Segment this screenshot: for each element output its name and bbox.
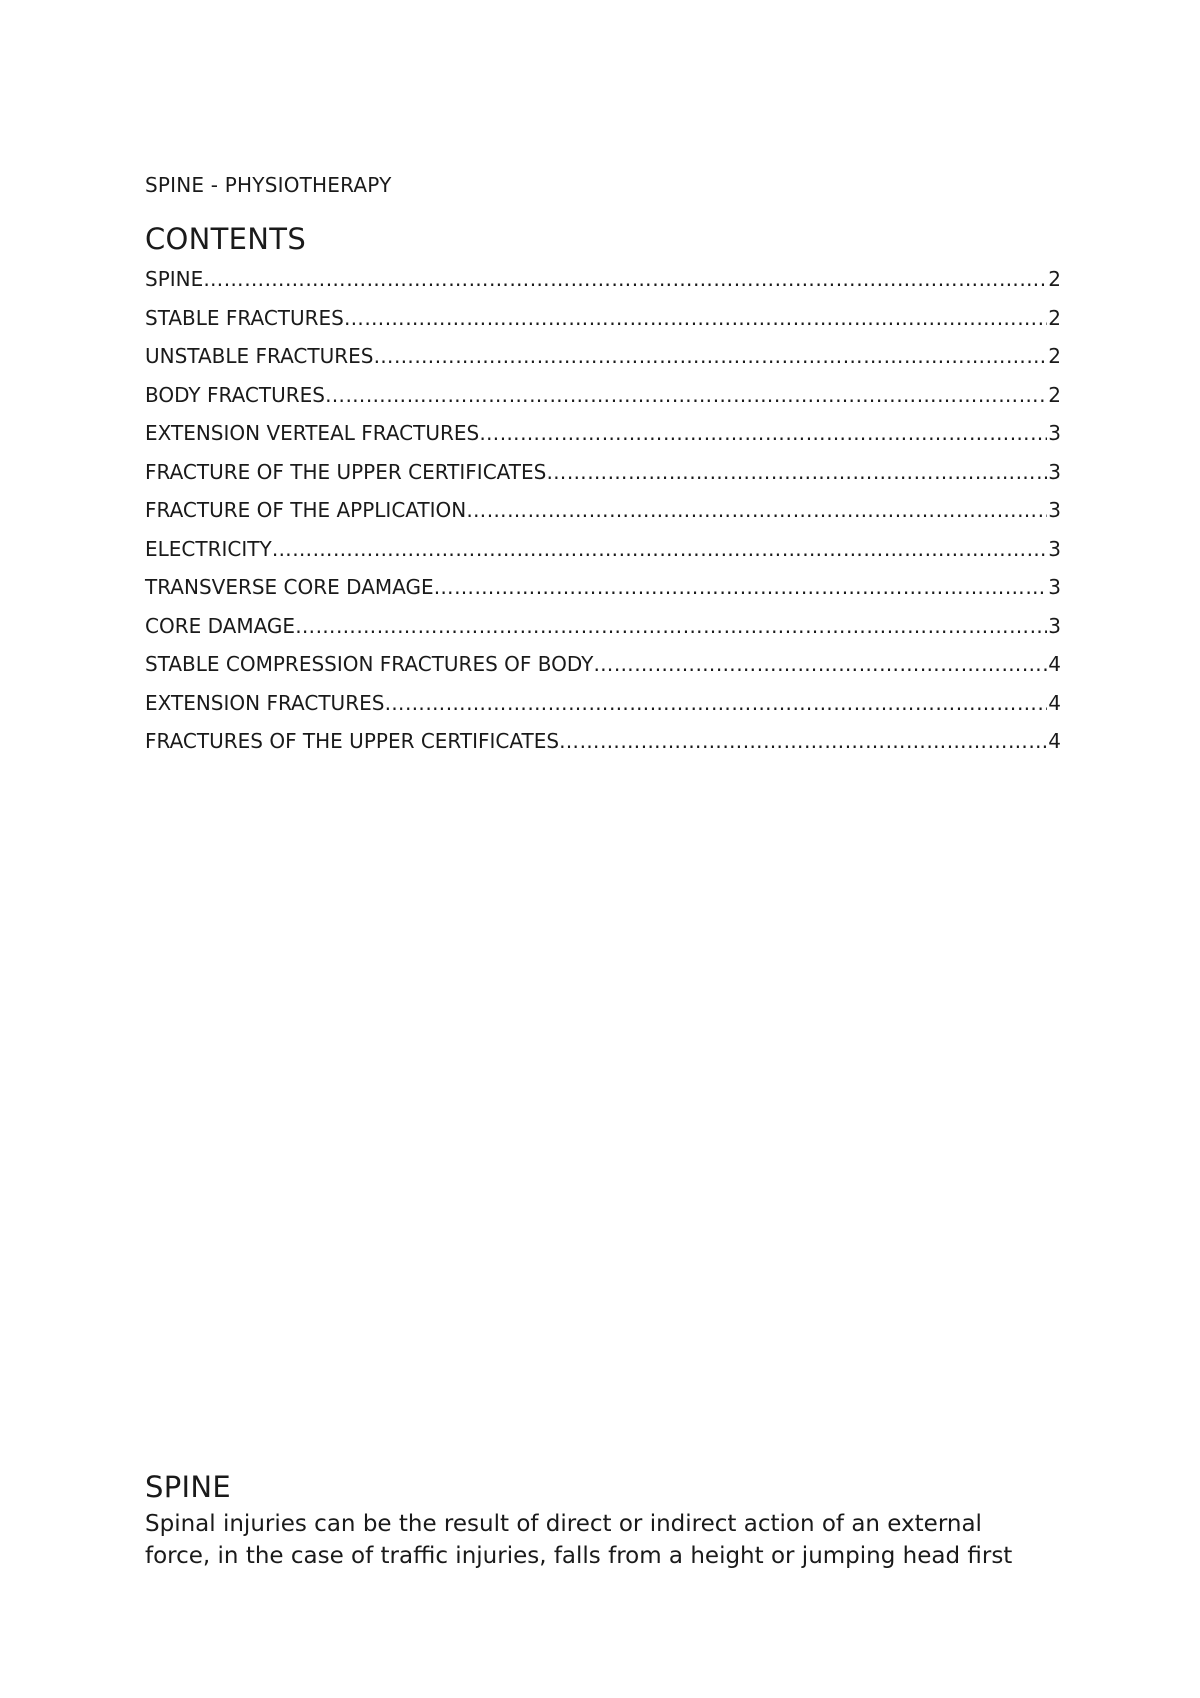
section-body-line: force, in the case of traffic injuries, falls from a height or jumping head first [145,1543,1013,1569]
toc-entry[interactable] [145,534,1061,573]
toc-entry-page: 4 [1048,690,1061,715]
toc-dot-leader [559,726,1047,756]
toc-entry[interactable] [145,380,1061,419]
toc-entry-page: 3 [1048,536,1061,561]
toc-entry[interactable] [145,649,1061,688]
toc-entry-page: 4 [1048,729,1061,753]
toc-dot-leader [593,649,1047,679]
toc-dot-leader [434,572,1048,602]
toc-entry[interactable] [145,264,1061,303]
toc-entry-page: 3 [1048,459,1061,484]
toc-dot-leader [272,534,1048,564]
toc-entry-label: EXTENSION FRACTURES [145,690,385,715]
toc-entry-page: 2 [1048,305,1061,330]
toc-entry[interactable] [145,418,1061,457]
toc-entry-label: SPINE [145,267,204,291]
toc-entry[interactable] [145,495,1061,534]
section-heading: SPINE [145,1470,231,1504]
toc-entry-page: 3 [1048,421,1061,445]
toc-dot-leader [344,303,1047,333]
toc-entry[interactable] [145,726,1061,765]
toc-dot-leader [384,688,1047,718]
document-title: SPINE - PHYSIOTHERAPY [145,173,392,197]
toc-entry[interactable] [145,572,1061,611]
toc-entry-page: 2 [1048,382,1061,407]
toc-entry-label: FRACTURE OF THE UPPER CERTIFICATES [145,459,547,484]
toc-heading: CONTENTS [145,222,307,256]
toc-entry-label: STABLE FRACTURES [145,305,344,330]
toc-entry-label: TRANSVERSE CORE DAMAGE [145,575,434,599]
section-body-line: Spinal injuries can be the result of direct or indirect action of an external [145,1511,982,1537]
toc-entry[interactable] [145,688,1061,727]
toc-entry[interactable] [145,341,1061,380]
toc-dot-leader [203,264,1047,294]
toc-entry-label: FRACTURES OF THE UPPER CERTIFICATES [145,729,560,753]
toc-entry-label: FRACTURE OF THE APPLICATION [145,498,467,522]
toc-entry-label: ELECTRICITY [145,536,272,561]
toc-entry-label: BODY FRACTURES [145,382,325,407]
toc-entry-page: 3 [1048,613,1061,638]
toc-dot-leader [373,341,1047,371]
toc-entry-label: EXTENSION VERTEAL FRACTURES [145,421,480,445]
toc-entry[interactable] [145,611,1061,650]
toc-dot-leader [325,380,1047,410]
toc-entry-label: STABLE COMPRESSION FRACTURES OF BODY [145,652,594,676]
toc-entry[interactable] [145,457,1061,496]
toc-entry-page: 4 [1048,652,1061,676]
toc-entry-label: CORE DAMAGE [145,613,296,638]
toc-entry-page: 3 [1048,498,1061,522]
toc-entry-page: 2 [1048,267,1061,291]
toc-dot-leader [479,418,1047,448]
toc-dot-leader [295,611,1047,641]
toc-dot-leader [466,495,1047,525]
section-body-text [145,1508,1065,1572]
toc-entry-label: UNSTABLE FRACTURES [145,344,374,368]
table-of-contents [145,264,1061,765]
toc-entry-page: 2 [1048,344,1061,368]
toc-dot-leader [546,457,1047,487]
toc-entry[interactable] [145,303,1061,342]
toc-entry-page: 3 [1048,575,1061,599]
